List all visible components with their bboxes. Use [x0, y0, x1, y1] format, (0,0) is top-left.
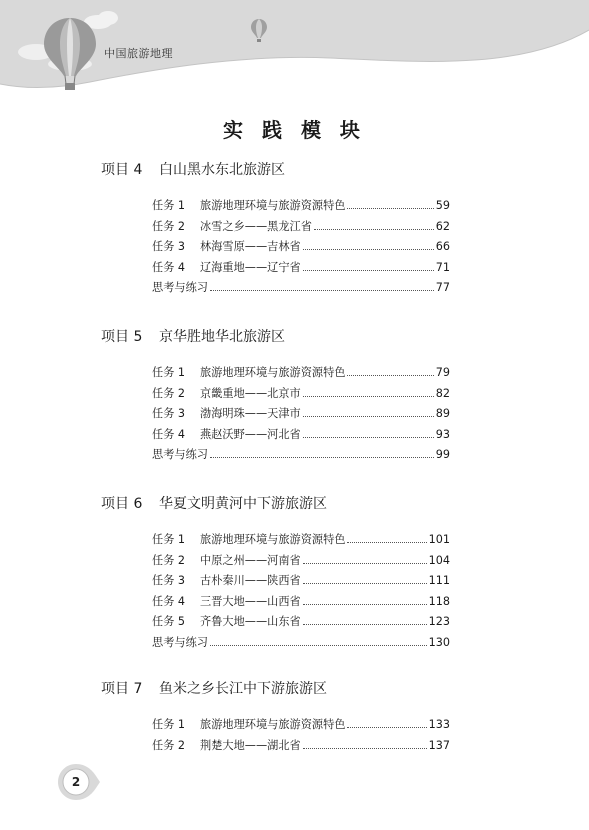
toc-entry[interactable]: [152, 551, 450, 572]
task-title: 林海雪原——吉林省: [200, 240, 301, 253]
task-title: 辽海重地——辽宁省: [200, 260, 301, 274]
dot-leader: [303, 748, 427, 749]
task-number: 任务 3: [152, 240, 186, 253]
project-heading: [101, 327, 461, 347]
task-number: 任务 2: [152, 386, 186, 400]
project-title: 京华胜地华北旅游区: [159, 329, 285, 345]
task-list: [152, 530, 450, 653]
page-number: 118: [428, 594, 450, 608]
project-number: 项目 5: [101, 329, 143, 345]
task-number: 任务 1: [152, 366, 186, 379]
toc-entry[interactable]: [152, 278, 450, 299]
task-list: [152, 715, 450, 756]
page-number: 111: [428, 574, 450, 587]
toc-entry[interactable]: [152, 237, 450, 258]
dot-leader: [303, 416, 434, 417]
dot-leader: [303, 249, 434, 250]
toc-entry[interactable]: [152, 633, 450, 654]
toc-entry[interactable]: [152, 384, 450, 405]
task-number: 任务 4: [152, 260, 186, 274]
project-title: 鱼米之乡长江中下游旅游区: [159, 681, 327, 697]
dot-leader: [210, 645, 427, 646]
task-number: 任务 1: [152, 533, 186, 546]
task-title: 旅游地理环境与旅游资源特色: [200, 199, 346, 212]
page-number: 79: [435, 366, 450, 379]
task-title: 燕赵沃野——河北省: [200, 427, 301, 441]
toc-entry[interactable]: [152, 736, 450, 757]
task-title: 旅游地理环境与旅游资源特色: [200, 366, 346, 379]
task-number: 任务 2: [152, 738, 186, 752]
page-number: 130: [428, 635, 450, 649]
dot-leader: [303, 270, 434, 271]
dot-leader: [210, 290, 434, 291]
project-heading: [101, 160, 461, 180]
task-number: 任务 2: [152, 219, 186, 233]
dot-leader: [303, 437, 434, 438]
dot-leader: [303, 624, 427, 625]
page-number: 71: [435, 260, 450, 274]
task-number: 任务 1: [152, 199, 186, 212]
project-section: [101, 494, 461, 653]
task-number: 任务 3: [152, 574, 186, 587]
task-title: 齐鲁大地——山东省: [200, 615, 301, 628]
task-title: 冰雪之乡——黑龙江省: [200, 219, 312, 233]
page-number: 133: [428, 718, 450, 731]
toc-entry[interactable]: [152, 445, 450, 466]
review-title: 思考与练习: [152, 281, 208, 294]
project-title: 华夏文明黄河中下游旅游区: [159, 496, 327, 512]
task-number: 任务 4: [152, 594, 186, 608]
project-section: [101, 679, 461, 756]
task-title: 中原之州——河南省: [200, 553, 301, 567]
hot-air-balloon-icon: [40, 16, 100, 92]
dot-leader: [347, 375, 433, 376]
dot-leader: [303, 604, 427, 605]
task-title: 旅游地理环境与旅游资源特色: [200, 718, 346, 731]
task-title: 荆楚大地——湖北省: [200, 738, 301, 752]
small-balloon-icon: [250, 18, 268, 44]
review-title: 思考与练习: [152, 448, 208, 461]
toc-entry[interactable]: [152, 715, 450, 736]
page-number: 93: [435, 427, 450, 441]
project-title: 白山黑水东北旅游区: [159, 162, 285, 178]
dot-leader: [347, 542, 426, 543]
task-number: 任务 2: [152, 553, 186, 567]
page-number: 137: [428, 738, 450, 752]
dot-leader: [303, 396, 434, 397]
page-number: 62: [435, 219, 450, 233]
task-number: 任务 1: [152, 718, 186, 731]
dot-leader: [347, 208, 433, 209]
task-number: 任务 5: [152, 615, 186, 628]
dot-leader: [347, 727, 426, 728]
project-heading: [101, 494, 461, 514]
project-section: [101, 327, 461, 466]
toc-entry[interactable]: [152, 363, 450, 384]
project-number: 项目 6: [101, 496, 143, 512]
page-number: 101: [428, 533, 450, 546]
page-number: 99: [435, 448, 450, 461]
toc-entry[interactable]: [152, 425, 450, 446]
footer-page-number: 2: [71, 775, 81, 789]
project-section: [101, 160, 461, 299]
project-number: 项目 7: [101, 681, 143, 697]
dot-leader: [210, 457, 434, 458]
task-title: 京畿重地——北京市: [200, 386, 301, 400]
toc-entry[interactable]: [152, 571, 450, 592]
page-title: 实 践 模 块: [223, 118, 366, 142]
task-number: 任务 3: [152, 407, 186, 420]
dot-leader: [314, 229, 434, 230]
dot-leader: [303, 583, 427, 584]
task-number: 任务 4: [152, 427, 186, 441]
task-title: 旅游地理环境与旅游资源特色: [200, 533, 346, 546]
page-number: 123: [428, 615, 450, 628]
toc-entry[interactable]: [152, 612, 450, 633]
page-number: 59: [435, 199, 450, 212]
task-list: [152, 196, 450, 299]
page-number: 77: [435, 281, 450, 294]
page-number: 82: [435, 386, 450, 400]
task-list: [152, 363, 450, 466]
project-number: 项目 4: [101, 162, 143, 178]
toc-entry[interactable]: [152, 217, 450, 238]
page-number: 89: [435, 407, 450, 420]
review-title: 思考与练习: [152, 635, 208, 649]
toc-entry[interactable]: [152, 404, 450, 425]
task-title: 古朴秦川——陕西省: [200, 574, 301, 587]
toc-entry[interactable]: [152, 258, 450, 279]
page-number: 66: [435, 240, 450, 253]
dot-leader: [303, 563, 427, 564]
toc-entry[interactable]: [152, 530, 450, 551]
book-title: 中国旅游地理: [104, 47, 173, 60]
project-heading: [101, 679, 461, 699]
toc-entry[interactable]: [152, 592, 450, 613]
task-title: 三晋大地——山西省: [200, 594, 301, 608]
page-number: 104: [428, 553, 450, 567]
toc-entry[interactable]: [152, 196, 450, 217]
task-title: 渤海明珠——天津市: [200, 407, 301, 420]
